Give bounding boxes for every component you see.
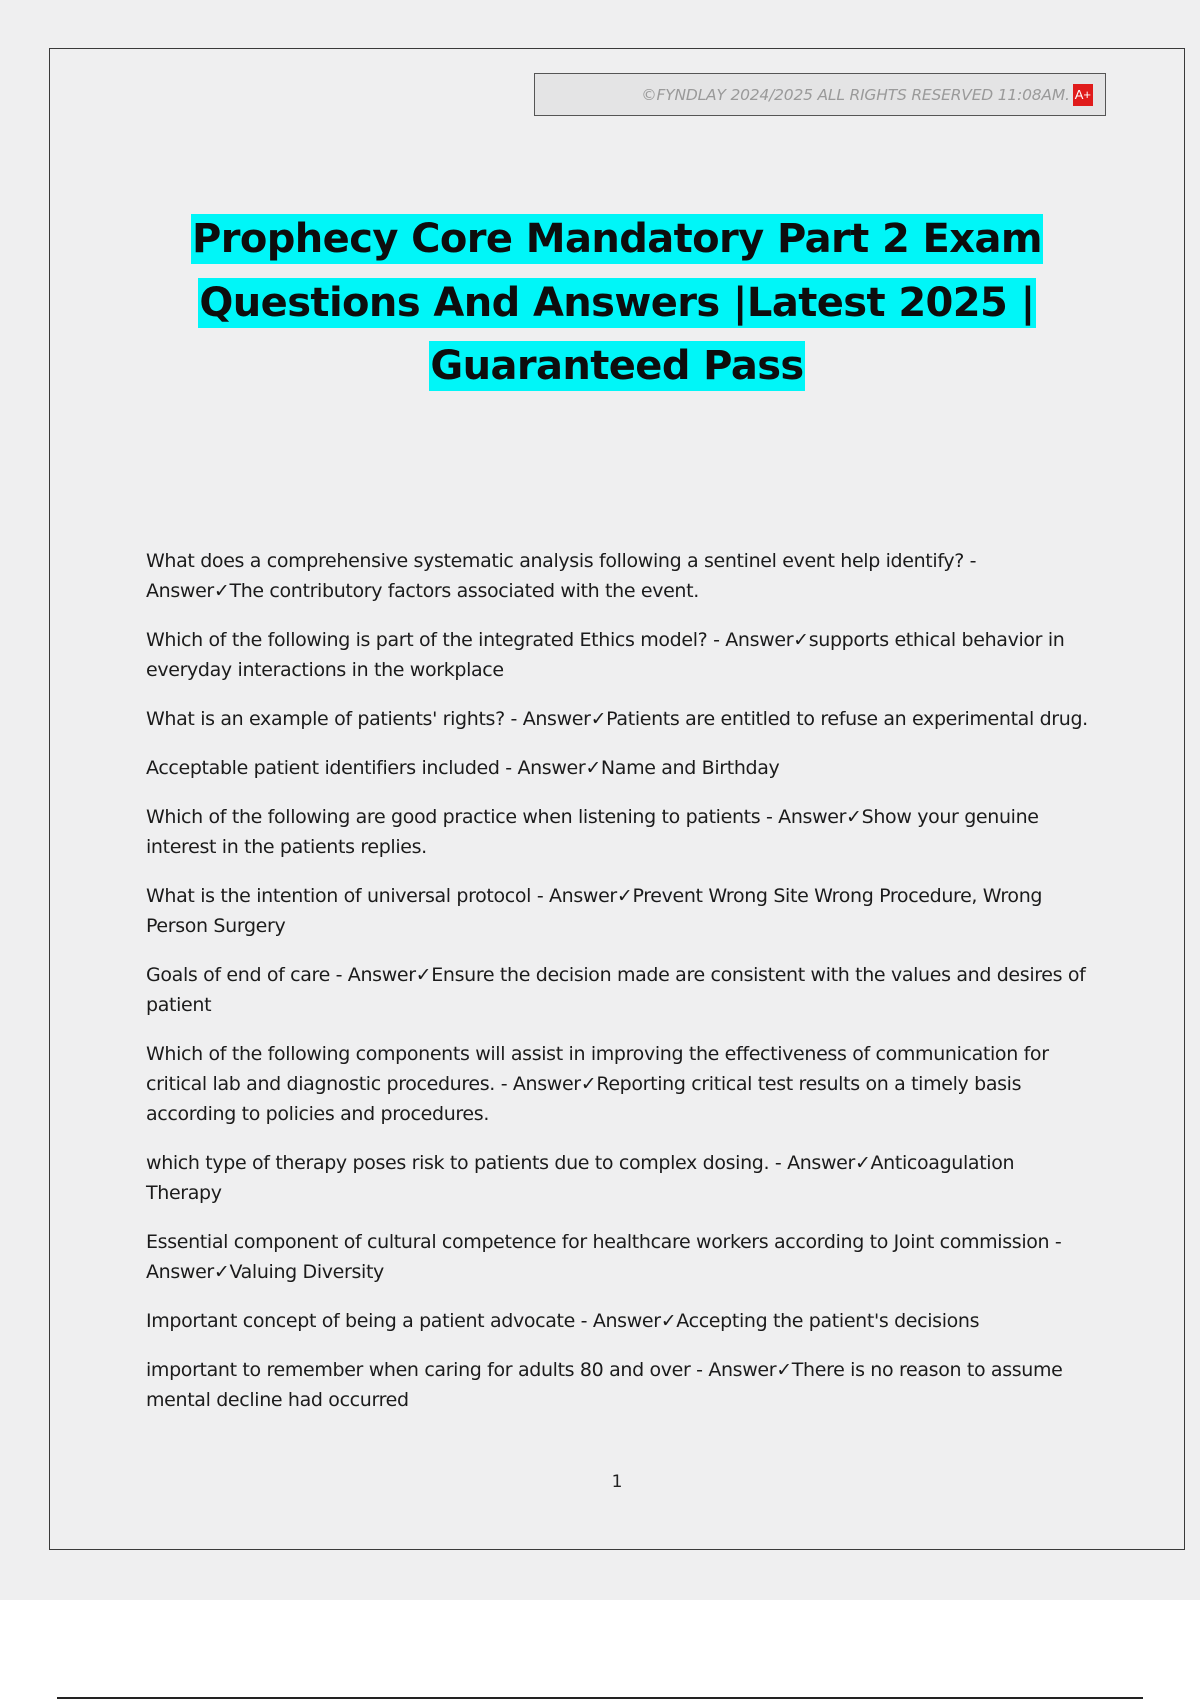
answer-text: Anticoagulation Therapy xyxy=(146,1152,1015,1204)
answer-marker: - Answer✓ xyxy=(146,1231,1062,1283)
grade-badge: A+ xyxy=(1073,84,1093,106)
answer-marker: - Answer✓ xyxy=(146,550,977,602)
qa-item xyxy=(146,704,1094,734)
question-text: Which of the following is part of the integrated Ethics model? xyxy=(146,629,708,651)
answer-marker: - Answer✓ xyxy=(495,1073,597,1095)
qa-item xyxy=(146,881,1094,941)
title-line-3: Guaranteed Pass xyxy=(430,343,804,389)
answer-text: Accepting the patient's decisions xyxy=(676,1310,980,1332)
answer-marker: - Answer✓ xyxy=(574,1310,677,1332)
question-text: What is an example of patients' rights? xyxy=(146,708,505,730)
qa-item xyxy=(146,960,1094,1020)
copyright-banner xyxy=(534,73,1106,116)
answer-text: Show your genuine interest in the patients replies. xyxy=(146,806,1039,858)
qa-item xyxy=(146,1227,1094,1287)
qa-item xyxy=(146,753,1094,783)
copyright-text: ©FYNDLAY 2024/2025 ALL RIGHTS RESERVED 11:08AM. xyxy=(641,85,1070,104)
qa-item xyxy=(146,625,1094,685)
answer-marker: - Answer✓ xyxy=(329,964,432,986)
title-line-1: Prophecy Core Mandatory Part 2 Exam xyxy=(192,216,1042,262)
answer-text: There is no reason to assume mental decline had occurred xyxy=(146,1359,1063,1411)
question-text: What is the intention of universal protocol xyxy=(146,885,532,907)
qa-list xyxy=(146,546,1094,1434)
answer-text: supports ethical behavior in everyday interactions in the workplace xyxy=(146,629,1065,681)
qa-item xyxy=(146,1148,1094,1208)
answer-text: Reporting critical test results on a timely basis according to policies and procedures. xyxy=(146,1073,1022,1125)
answer-text: Ensure the decision made are consistent with the values and desires of patient xyxy=(146,964,1086,1016)
document-title xyxy=(150,208,1084,399)
question-text: What does a comprehensive systematic analysis following a sentinel event help identify? xyxy=(146,550,964,572)
qa-item xyxy=(146,1306,1094,1336)
answer-marker: - Answer✓ xyxy=(504,708,607,730)
title-line-2: Questions And Answers |Latest 2025 | xyxy=(199,279,1035,326)
answer-text: Prevent Wrong Site Wrong Procedure, Wrong Person Surgery xyxy=(146,885,1043,937)
question-text: Which of the following components will assist in improving the effectiveness of communication for critical lab and diagnostic procedures. xyxy=(146,1043,1049,1095)
qa-item xyxy=(146,1039,1094,1129)
question-text: Goals of end of care xyxy=(146,964,330,986)
answer-text: Valuing Diversity xyxy=(229,1261,384,1283)
page-number: 1 xyxy=(611,1472,623,1492)
question-text: which type of therapy poses risk to patients due to complex dosing. xyxy=(146,1152,770,1174)
answer-marker: - Answer✓ xyxy=(707,629,809,651)
question-text: important to remember when caring for adults 80 and over xyxy=(146,1359,691,1381)
bottom-divider xyxy=(57,1697,1143,1699)
question-text: Essential component of cultural competence for healthcare workers according to Joint commission xyxy=(146,1231,1050,1253)
answer-marker: - Answer✓ xyxy=(531,885,633,907)
answer-text: Name and Birthday xyxy=(600,757,780,779)
question-text: Important concept of being a patient advocate xyxy=(146,1310,575,1332)
answer-marker: - Answer✓ xyxy=(760,806,862,828)
answer-text: The contributory factors associated with the event. xyxy=(229,580,699,602)
answer-marker: - Answer✓ xyxy=(690,1359,792,1381)
answer-text: Patients are entitled to refuse an experimental drug. xyxy=(606,708,1088,730)
answer-marker: - Answer✓ xyxy=(499,757,601,779)
qa-item xyxy=(146,802,1094,862)
qa-item xyxy=(146,1355,1094,1415)
question-text: Which of the following are good practice when listening to patients xyxy=(146,806,761,828)
question-text: Acceptable patient identifiers included xyxy=(146,757,500,779)
qa-item xyxy=(146,546,1094,606)
answer-marker: - Answer✓ xyxy=(769,1152,871,1174)
